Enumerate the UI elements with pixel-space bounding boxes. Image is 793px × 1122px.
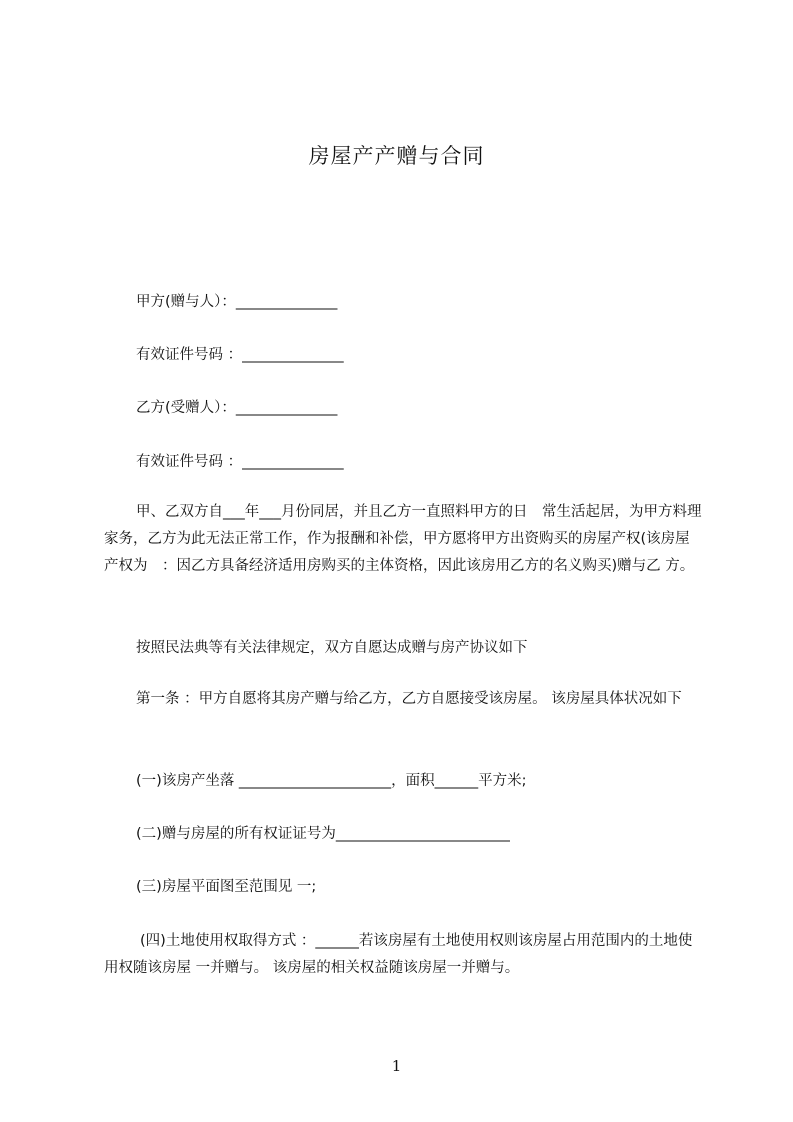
party-a-field: 甲方(赠与人）：______________: [136, 294, 338, 310]
page-number: 1: [391, 1057, 402, 1075]
article-1-paragraph: 第一条 ：甲方自愿将其房产赠与给乙方，乙方自愿接受该房屋。 该房屋具体状况如下: [136, 691, 682, 707]
page-title: 房屋产产赠与合同: [308, 144, 485, 168]
party-a-id-field: 有效证件号码 ：______________: [136, 347, 344, 363]
item-2-certificate: (二)赠与房屋的所有权证证号为________________________: [136, 826, 510, 842]
party-b-id-field: 有效证件号码 ：______________: [136, 454, 344, 470]
item-4-land-use: (四)土地使用权取得方式 ：______若该房屋有土地使用权则该房屋占用范围内的土地使用权随该房屋 一并赠与。 该房屋的相关权益随该房屋一并赠与。: [104, 933, 693, 976]
item-3-floor-plan: (三)房屋平面图至范围见 一;: [136, 879, 317, 895]
item-1-location: (一)该房产坐落 _____________________，面积______平方米;: [136, 773, 527, 789]
legal-basis-paragraph: 按照民法典等有关法律规定，双方自愿达成赠与房产协议如下: [136, 640, 528, 656]
party-b-field: 乙方(受赠人）：______________: [136, 400, 338, 416]
background-paragraph: 甲、乙双方自___年___月份同居，并且乙方一直照料甲方的日 常生活起居，为甲方料理家务，乙方为此无法正常工作，作为报酬和补偿，甲方愿将甲方出资购买的房屋产权(该房屋产权为 ：因乙方具备经济适用房购买的主体资格，因此该房用乙方的名义购买)赠与乙 方。: [104, 504, 702, 574]
